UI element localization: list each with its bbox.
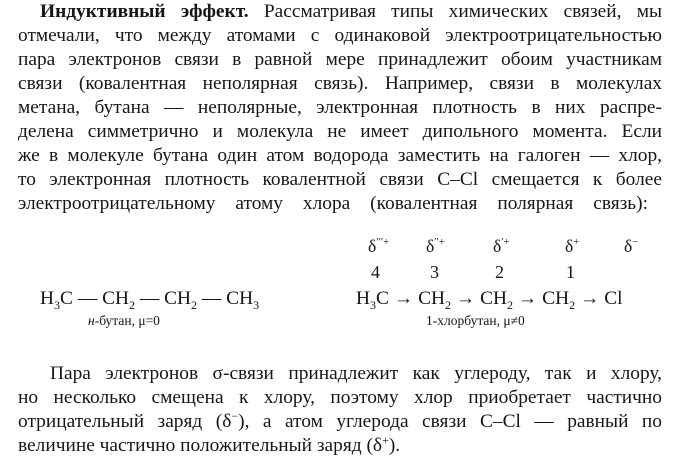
paragraph2-line1: Пара электронов σ-связи принадлежит как углероду, так и хлору, xyxy=(50,363,662,384)
section-heading: Индуктивный эффект. xyxy=(40,1,249,22)
paragraph1-line1: Индуктивный эффект. Рассматривая типы химических связей, мы xyxy=(40,1,662,22)
paragraph2-line2: но несколько смещена к хлору, поэтому хлор приобретает частично xyxy=(18,387,662,408)
paragraph2-line4: величине частично положительный заряд (δ+). xyxy=(18,433,401,456)
paragraph1-line5: метана, бутана — неполярные, электронная плотность в них распре- xyxy=(18,97,662,118)
paragraph1-line6: делена симметрично и молекула не имеет дипольного момента. Если xyxy=(18,121,662,142)
delta-charge-c1: δ+ xyxy=(565,236,580,256)
delta-charge-cl: δ− xyxy=(624,236,639,256)
chlorobutane-caption: 1-хлорбутан, μ≠0 xyxy=(426,313,525,328)
carbon-number-2: 2 xyxy=(495,262,504,282)
delta-charge-c2: δ′+ xyxy=(493,236,510,256)
paragraph1-line9: электроотрицательному атому хлора (ковалентная полярная связь): xyxy=(18,193,648,214)
paragraph1-line3: пара электронов связи в равной мере принадлежит обоим участникам xyxy=(18,49,662,70)
paragraph2-line3: отрицательный заряд (δ−), а атом углерода связи C–Cl — равный по xyxy=(18,409,662,432)
paragraph1-line2: отмечали, что между атомами с одинаковой электроотрицательностью xyxy=(18,25,662,46)
carbon-number-1: 1 xyxy=(566,262,575,282)
paragraph1-line7: же в молекуле бутана один атом водорода заместить на галоген — хлор, xyxy=(18,145,662,166)
delta-charge-c4: δ′′′+ xyxy=(368,236,390,256)
paragraph1-line8: то электронная плотность ковалентной связи C–Cl смещается к более xyxy=(18,169,662,190)
butane-formula: $H_3C$ — $CH_2$ — $CH_2$ — $CH_3$ xyxy=(40,288,260,312)
delta-charge-c3: δ′′+ xyxy=(426,236,445,256)
carbon-number-4: 4 xyxy=(371,262,380,282)
paragraph1-line4: связи (ковалентная неполярная связь). Например, связи в молекулах xyxy=(18,73,662,94)
carbon-number-3: 3 xyxy=(430,262,439,282)
butane-caption: н-бутан, μ=0 xyxy=(88,313,160,328)
chlorobutane-formula: $H_3C \to CH_2 \to CH_2 \to CH_2 \to Cl$ xyxy=(356,288,623,312)
